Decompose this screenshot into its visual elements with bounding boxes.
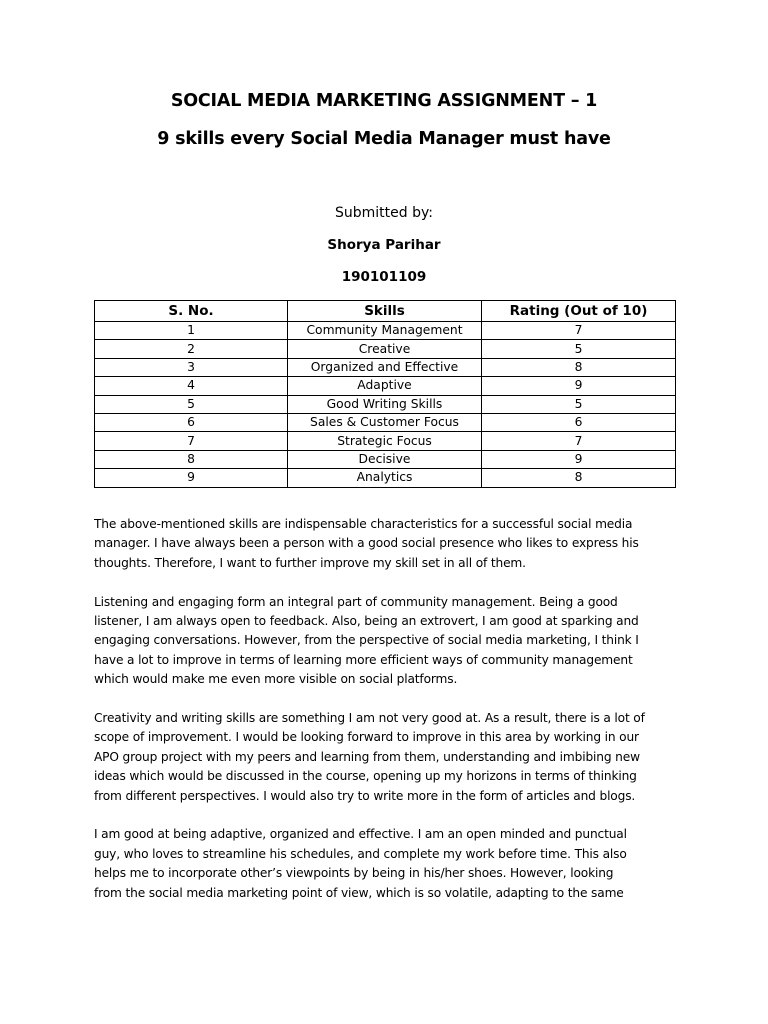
cell-rating: 7 [482,432,676,450]
table-row [95,469,676,487]
cell-skill: Strategic Focus [288,432,482,450]
cell-serial-number: 2 [95,340,288,358]
text-line: which would make me even more visible on social platforms. [94,672,458,687]
text-line: Listening and engaging form an integral part of community management. Being a good [94,594,618,609]
text-line: thoughts. Therefore, I want to further improve my skill set in all of them. [94,555,526,570]
header-serial-number: S. No. [95,301,288,322]
skills-rating-table [94,300,676,488]
cell-skill: Organized and Effective [288,358,482,376]
cell-rating: 9 [482,450,676,468]
header-rating: Rating (Out of 10) [482,301,676,322]
cell-rating: 7 [482,322,676,340]
table-row [95,377,676,395]
cell-skill: Sales & Customer Focus [288,413,482,431]
paragraph-adaptive-organized [94,825,684,903]
text-line: Creativity and writing skills are something I am not very good at. As a result, there is a lot of [94,711,645,726]
table-header-row [95,301,676,322]
table-row [95,322,676,340]
cell-serial-number: 8 [95,450,288,468]
text-line: scope of improvement. I would be looking forward to improve in this area by working in our [94,730,639,745]
text-line: from the social media marketing point of view, which is so volatile, adapting to the same [94,885,624,900]
cell-skill: Creative [288,340,482,358]
cell-rating: 5 [482,340,676,358]
table-row [95,432,676,450]
cell-serial-number: 7 [95,432,288,450]
cell-rating: 5 [482,395,676,413]
text-line: have a lot to improve in terms of learning more efficient ways of community management [94,652,633,667]
document-title: SOCIAL MEDIA MARKETING ASSIGNMENT – 1 [170,91,598,111]
cell-skill: Good Writing Skills [288,395,482,413]
text-line: from different perspectives. I would also try to write more in the form of articles and blogs. [94,788,636,803]
cell-serial-number: 3 [95,358,288,376]
cell-serial-number: 6 [95,413,288,431]
paragraph-skills-intro [94,515,684,573]
cell-rating: 6 [482,413,676,431]
paragraph-community-management [94,593,684,690]
body-text [94,515,684,922]
document-subtitle: 9 skills every Social Media Manager must have [157,129,611,149]
cell-skill: Adaptive [288,377,482,395]
cell-skill: Analytics [288,469,482,487]
table-row [95,340,676,358]
text-line: I am good at being adaptive, organized and effective. I am an open minded and punctual [94,827,627,842]
text-line: APO group project with my peers and learning from them, understanding and imbibing new [94,749,640,764]
paragraph-creativity-writing [94,709,684,806]
table-row [95,450,676,468]
text-line: manager. I have always been a person with a good social presence who likes to express his [94,536,639,551]
text-line: helps me to incorporate other’s viewpoints by being in his/her shoes. However, looking [94,866,614,881]
cell-serial-number: 4 [95,377,288,395]
cell-serial-number: 9 [95,469,288,487]
table-row [95,395,676,413]
table-row [95,358,676,376]
text-line: listener, I am always open to feedback. Also, being an extrovert, I am good at sparking and [94,614,639,629]
cell-serial-number: 5 [95,395,288,413]
cell-skill: Decisive [288,450,482,468]
text-line: ideas which would be discussed in the course, opening up my horizons in terms of thinking [94,769,637,784]
roll-number: 190101109 [341,269,427,285]
submitted-by-label: Submitted by: [335,205,433,221]
cell-serial-number: 1 [95,322,288,340]
author-name: Shorya Parihar [327,237,441,253]
cell-rating: 9 [482,377,676,395]
cell-rating: 8 [482,469,676,487]
text-line: The above-mentioned skills are indispensable characteristics for a successful social media [94,517,633,531]
text-line: engaging conversations. However, from the perspective of social media marketing, I think I [94,633,639,648]
cell-skill: Community Management [288,322,482,340]
table-row [95,413,676,431]
cell-rating: 8 [482,358,676,376]
text-line: guy, who loves to streamline his schedules, and complete my work before time. This also [94,846,627,861]
header-skills: Skills [288,301,482,322]
